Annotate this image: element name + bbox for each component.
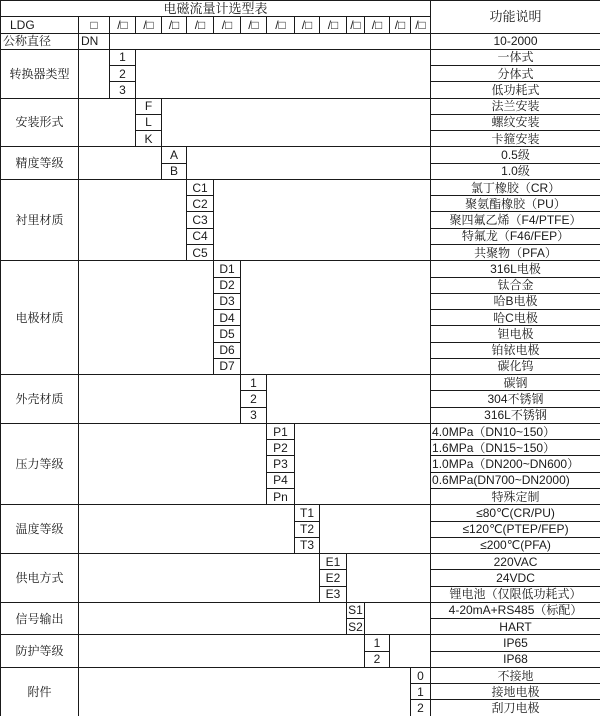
desc-cell-11-0: 不接地 <box>431 667 600 683</box>
spacer-cell <box>79 375 241 424</box>
code-cell-11-1: 1 <box>411 684 431 700</box>
code-cell-10-1: 1 <box>365 635 390 651</box>
function-column-header: 功能说明 <box>431 1 600 34</box>
spacer-cell <box>79 423 267 504</box>
code-cell-dn: DN <box>79 33 110 49</box>
desc-cell-dn: 10-2000 <box>431 33 600 49</box>
spacer-cell <box>162 98 431 147</box>
spacer-cell <box>79 505 295 554</box>
desc-cell-4-D7: 碳化钨 <box>431 358 600 374</box>
code-box-slot-7: /□ <box>267 17 295 33</box>
row-label-nominal-diameter: 公称直径 <box>1 33 79 49</box>
page-title: 电磁流量计选型表 <box>1 1 431 17</box>
section-label-11: 附件 <box>1 667 79 716</box>
code-box-slot-5: /□ <box>214 17 241 33</box>
code-cell-3-C3: C3 <box>187 212 214 228</box>
code-cell-5-3: 3 <box>241 407 267 423</box>
desc-cell-7-T1: ≤80℃(CR/PU) <box>431 505 600 521</box>
spacer-cell <box>295 423 431 504</box>
code-cell-8-E3: E3 <box>320 586 347 602</box>
desc-cell-11-2: 刮刀电极 <box>431 700 600 716</box>
desc-cell-4-D6: 铂铱电极 <box>431 342 600 358</box>
spacer-cell <box>79 261 214 375</box>
section-label-2: 精度等级 <box>1 147 79 180</box>
spacer-cell <box>79 98 136 147</box>
spacer-cell <box>79 554 320 603</box>
code-cell-7-T2: T2 <box>295 521 320 537</box>
code-cell-4-D6: D6 <box>214 342 241 358</box>
desc-cell-1-L: 螺纹安装 <box>431 114 600 130</box>
code-cell-9-S1: S1 <box>348 603 363 618</box>
desc-cell-3-C1: 氯丁橡胶（CR） <box>431 179 600 195</box>
model-prefix-label: LDG <box>1 17 79 33</box>
section-label-0: 转换器类型 <box>1 49 79 98</box>
desc-cell-5-3: 316L不锈钢 <box>431 407 600 423</box>
code-box-slot-6: /□ <box>241 17 267 33</box>
code-box-slot-3: /□ <box>162 17 187 33</box>
code-box-slot-8: /□ <box>295 17 320 33</box>
desc-cell-10-1: IP65 <box>431 635 600 651</box>
spacer-cell <box>110 33 431 49</box>
spacer-cell <box>214 179 431 260</box>
code-box-slot-13: /□ <box>411 17 431 33</box>
code-cell-7-T3: T3 <box>295 537 320 553</box>
code-cell-0-3: 3 <box>110 82 136 98</box>
desc-cell-1-K: 卡箍安装 <box>431 131 600 147</box>
code-cell-0-2: 2 <box>110 66 136 82</box>
spacer-cell <box>187 147 431 180</box>
desc-cell-6-Pn: 特殊定制 <box>431 488 600 504</box>
spacer-cell <box>79 602 347 635</box>
code-box-slot-10: /□ <box>347 17 365 33</box>
desc-cell-6-P2: 1.6MPa（DN15~150） <box>431 440 600 456</box>
desc-cell-4-D1: 316L电极 <box>431 261 600 277</box>
section-label-10: 防护等级 <box>1 635 79 668</box>
spacer-cell <box>365 602 431 635</box>
code-cell-2-B: B <box>162 163 187 179</box>
desc-cell-10-2: IP68 <box>431 651 600 667</box>
spacer-cell <box>241 261 431 375</box>
desc-cell-8-E2: 24VDC <box>431 570 600 586</box>
desc-cell-7-T2: ≤120℃(PTEP/FEP) <box>431 521 600 537</box>
code-cell-11-0: 0 <box>411 667 431 683</box>
desc-cell-3-C5: 共聚物（PFA） <box>431 244 600 260</box>
spacer-cell <box>267 375 431 424</box>
code-cell-2-A: A <box>162 147 187 163</box>
section-label-1: 安装形式 <box>1 98 79 147</box>
section-label-7: 温度等级 <box>1 505 79 554</box>
desc-cell-3-C4: 特氟龙（F46/FEP） <box>431 228 600 244</box>
desc-cell-3-C3: 聚四氟乙烯（F4/PTFE） <box>431 212 600 228</box>
code-cell-4-D3: D3 <box>214 293 241 309</box>
code-cell-8-E2: E2 <box>320 570 347 586</box>
code-cell-1-K: K <box>136 131 162 147</box>
spacer-cell <box>79 179 187 260</box>
section-label-5: 外壳材质 <box>1 375 79 424</box>
code-cell-10-2: 2 <box>365 651 390 667</box>
code-cell-3-C4: C4 <box>187 228 214 244</box>
code-cell-3-C1: C1 <box>187 179 214 195</box>
desc-cell-7-T3: ≤200℃(PFA) <box>431 537 600 553</box>
code-cell-3-C5: C5 <box>187 244 214 260</box>
section-label-4: 电极材质 <box>1 261 79 375</box>
desc-cell-0-3: 低功耗式 <box>431 82 600 98</box>
desc-cell-4-D4: 哈C电极 <box>431 310 600 326</box>
spacer-cell <box>347 554 431 603</box>
spacer-cell <box>79 49 110 98</box>
code-box-dn: □ <box>79 17 110 33</box>
spacer-cell <box>320 505 431 554</box>
spacer-cell <box>79 635 365 668</box>
code-cell-4-D5: D5 <box>214 326 241 342</box>
code-cell-3-C2: C2 <box>187 196 214 212</box>
code-cell-6-P3: P3 <box>267 456 295 472</box>
code-cell-11-2: 2 <box>411 700 431 716</box>
code-cell-4-D1: D1 <box>214 261 241 277</box>
code-cell-0-1: 1 <box>110 49 136 65</box>
code-box-slot-11: /□ <box>365 17 390 33</box>
desc-cell-9-S1: 4-20mA+RS485（标配） <box>431 602 600 618</box>
code-box-slot-4: /□ <box>187 17 214 33</box>
desc-cell-4-D2: 钛合金 <box>431 277 600 293</box>
code-box-slot-1: /□ <box>110 17 136 33</box>
code-cell-6-P1: P1 <box>267 423 295 439</box>
section-label-8: 供电方式 <box>1 554 79 603</box>
desc-cell-11-1: 接地电极 <box>431 684 600 700</box>
desc-cell-4-D5: 钽电极 <box>431 326 600 342</box>
section-label-9: 信号输出 <box>1 602 79 635</box>
code-cell-6-P4: P4 <box>267 472 295 488</box>
desc-cell-1-F: 法兰安装 <box>431 98 600 114</box>
desc-cell-8-E1: 220VAC <box>431 554 600 570</box>
desc-cell-6-P1: 4.0MPa（DN10~150） <box>431 423 600 439</box>
desc-cell-6-P3: 1.0MPa（DN200~DN600） <box>431 456 600 472</box>
spacer-cell <box>79 667 411 716</box>
desc-cell-2-A: 0.5级 <box>431 147 600 163</box>
code-cell-4-D7: D7 <box>214 358 241 374</box>
code-cell-9-S2: S2 <box>348 619 363 634</box>
code-cell-6-P2: P2 <box>267 440 295 456</box>
section-label-6: 压力等级 <box>1 423 79 504</box>
code-cell-5-1: 1 <box>241 375 267 391</box>
code-cell-7-T1: T1 <box>295 505 320 521</box>
code-box-slot-12: /□ <box>390 17 411 33</box>
code-cell-8-E1: E1 <box>320 554 347 570</box>
code-cell-6-Pn: Pn <box>267 488 295 504</box>
code-cell-5-2: 2 <box>241 391 267 407</box>
desc-cell-5-2: 304不锈钢 <box>431 391 600 407</box>
desc-cell-9-S2: HART <box>431 619 600 635</box>
desc-cell-0-2: 分体式 <box>431 66 600 82</box>
desc-cell-3-C2: 聚氨酯橡胶（PU） <box>431 196 600 212</box>
desc-cell-4-D3: 哈B电极 <box>431 293 600 309</box>
code-box-slot-9: /□ <box>320 17 347 33</box>
desc-cell-5-1: 碳钢 <box>431 375 600 391</box>
code-cell-1-F: F <box>136 98 162 114</box>
spacer-cell <box>79 147 162 180</box>
spacer-cell <box>136 49 431 98</box>
desc-cell-8-E3: 锂电池（仅限低功耗式） <box>431 586 600 602</box>
desc-cell-6-P4: 0.6MPa(DN700~DN2000) <box>431 472 600 488</box>
code-box-slot-2: /□ <box>136 17 162 33</box>
spacer-cell <box>390 635 431 668</box>
code-cell-4-D2: D2 <box>214 277 241 293</box>
code-cell-4-D4: D4 <box>214 310 241 326</box>
code-cell-1-L: L <box>136 114 162 130</box>
desc-cell-2-B: 1.0级 <box>431 163 600 179</box>
desc-cell-0-1: 一体式 <box>431 49 600 65</box>
section-label-3: 衬里材质 <box>1 179 79 260</box>
